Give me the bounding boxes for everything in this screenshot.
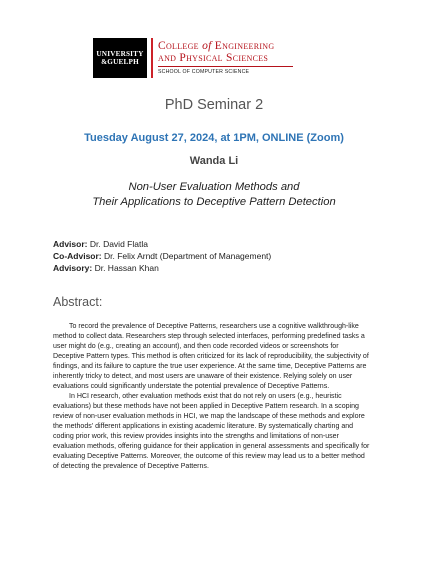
advisor-label: Advisor: [53,239,88,249]
co-advisor-row [53,250,271,262]
university-logo [93,38,147,78]
advisory-row [53,262,271,274]
advisor-value: Dr. David Flatla [87,239,148,249]
talk-title-line-2: Their Applications to Deceptive Pattern Detection [92,196,336,208]
abstract-paragraph-2: In HCI research, other evaluation methods exist that do not rely on users (e.g., heuristic evaluations) but these methods have not been applied in Deceptive Pattern research. In a scoping review of non-user evaluation methods in HCI, we map the landscape of these methods and explore the methods' different applications in existing academic literature. By systematically charting and coding prior work, this review provides insights into the strengths and limitations of non-user evaluation methods, offering guidance for their application in general assessments and specifically for evaluating Deceptive Patterns. Moreover, the outcome of this review may lead us to a better method of detecting the prevalence of Deceptive Patterns. [53,393,370,470]
header [93,38,393,78]
presenter-name: Wanda Li [189,155,239,167]
co-advisor-value: Dr. Felix Arndt (Department of Management) [101,251,272,261]
college-word-engineering: Engineering [214,40,275,52]
college-rule [158,66,293,67]
college-name-line-2: and Physical Sciences [158,52,269,64]
talk-title-line-1: Non-User Evaluation Methods and [128,181,300,193]
college-name-line-1 [158,40,274,52]
advisory-value: Dr. Hassan Khan [92,263,159,273]
advisory-label: Advisory: [53,263,93,273]
abstract-paragraph-1: To record the prevalence of Deceptive Patterns, researchers use a cognitive walkthrough-like method to collect data. Researchers step through selected interfaces, performing predefined tasks a user might do (e.g., creating an account), and then code recorded videos or screenshots for Deceptive Pattern types. This method is often criticized for its lack of reproducibility, the subjectivity of findings, and its failure to capture the true user experience. At the same time, Deceptive Patterns are inherently tricky to detect, and most users are unaware of their existence. Relying solely on user evaluations could significantly understate the potential prevalence of Deceptive Patterns. [53,323,369,390]
abstract-heading: Abstract: [53,295,103,309]
logo-line-2: &GUELPH [101,58,139,66]
college-word-college: College [158,40,199,52]
logo-divider [151,38,153,78]
date-line: Tuesday August 27, 2024, at 1PM, ONLINE (Zoom) [84,132,344,144]
abstract-body [53,322,371,472]
school-name: SCHOOL OF COMPUTER SCIENCE [158,69,250,75]
logo-line-1: UNIVERSITY [96,50,144,58]
college-word-of: of [202,40,212,52]
advisor-row [53,238,271,250]
talk-title [0,180,428,210]
seminar-title: PhD Seminar 2 [164,97,264,113]
advisor-list [53,238,271,274]
college-name [158,40,274,64]
co-advisor-label: Co-Advisor: [53,251,102,261]
